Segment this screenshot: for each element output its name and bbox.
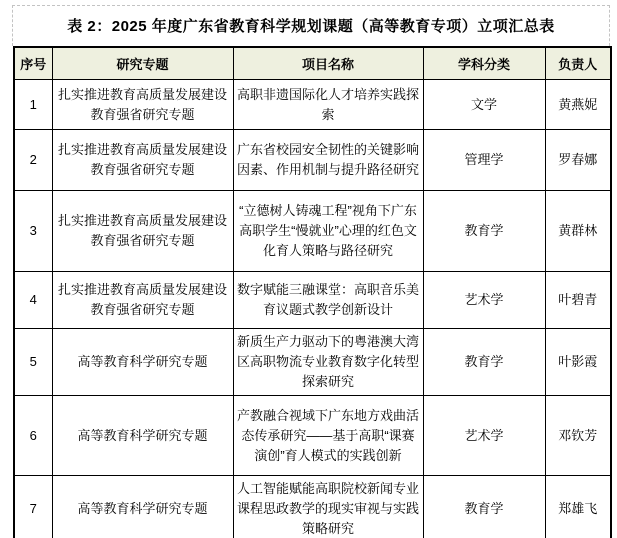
row-number-cell: 5 xyxy=(14,329,52,396)
project-name-cell: 数字赋能三融课堂：高职音乐美育议题式教学创新设计 xyxy=(233,272,423,329)
project-name-cell: 高职非遗国际化人才培养实践探索 xyxy=(233,80,423,130)
topic-cell: 扎实推进教育高质量发展建设教育强省研究专题 xyxy=(52,80,233,130)
project-name-cell: 新质生产力驱动下的粤港澳大湾区高职物流专业教育数字化转型探索研究 xyxy=(233,329,423,396)
topic-cell: 高等教育科学研究专题 xyxy=(52,329,233,396)
table-row xyxy=(14,80,611,130)
leader-cell: 黄燕妮 xyxy=(545,80,611,130)
row-number-cell: 1 xyxy=(14,80,52,130)
project-name-cell: 广东省校园安全韧性的关键影响因素、作用机制与提升路径研究 xyxy=(233,130,423,191)
table-row xyxy=(14,191,611,272)
title-frame xyxy=(12,5,610,46)
discipline-cell: 艺术学 xyxy=(423,272,545,329)
table-row xyxy=(14,130,611,191)
project-name-cell: 人工智能赋能高职院校新闻专业课程思政教学的现实审视与实践策略研究 xyxy=(233,476,423,538)
topic-cell: 高等教育科学研究专题 xyxy=(52,476,233,538)
leader-cell: 罗春娜 xyxy=(545,130,611,191)
row-number-cell: 3 xyxy=(14,191,52,272)
projects-table xyxy=(13,46,612,538)
leader-cell: 邓钦芳 xyxy=(545,396,611,476)
leader-cell: 叶影霞 xyxy=(545,329,611,396)
leader-cell: 郑雄飞 xyxy=(545,476,611,538)
leader-cell: 叶碧青 xyxy=(545,272,611,329)
table-row xyxy=(14,476,611,538)
discipline-cell: 教育学 xyxy=(423,329,545,396)
table-body xyxy=(14,80,611,538)
topic-cell: 扎实推进教育高质量发展建设教育强省研究专题 xyxy=(52,272,233,329)
discipline-cell: 管理学 xyxy=(423,130,545,191)
table-header-row xyxy=(14,47,611,80)
row-number-cell: 7 xyxy=(14,476,52,538)
topic-cell: 扎实推进教育高质量发展建设教育强省研究专题 xyxy=(52,130,233,191)
discipline-cell: 文学 xyxy=(423,80,545,130)
leader-cell: 黄群林 xyxy=(545,191,611,272)
table-row xyxy=(14,329,611,396)
row-number-cell: 4 xyxy=(14,272,52,329)
col-header-topic: 研究专题 xyxy=(52,47,233,80)
col-header-project: 项目名称 xyxy=(233,47,423,80)
topic-cell: 扎实推进教育高质量发展建设教育强省研究专题 xyxy=(52,191,233,272)
project-name-cell: “立德树人铸魂工程”视角下广东高职学生“慢就业”心理的红色文化育人策略与路径研究 xyxy=(233,191,423,272)
discipline-cell: 艺术学 xyxy=(423,396,545,476)
discipline-cell: 教育学 xyxy=(423,476,545,538)
row-number-cell: 6 xyxy=(14,396,52,476)
topic-cell: 高等教育科学研究专题 xyxy=(52,396,233,476)
table-row xyxy=(14,272,611,329)
row-number-cell: 2 xyxy=(14,130,52,191)
discipline-cell: 教育学 xyxy=(423,191,545,272)
table-title: 表 2：2025 年度广东省教育科学规划课题（高等教育专项）立项汇总表 xyxy=(67,18,555,35)
col-header-no: 序号 xyxy=(14,47,52,80)
col-header-discipline: 学科分类 xyxy=(423,47,545,80)
col-header-leader: 负责人 xyxy=(545,47,611,80)
table-row xyxy=(14,396,611,476)
project-name-cell: 产教融合视域下广东地方戏曲活态传承研究——基于高职“课赛演创”育人模式的实践创新 xyxy=(233,396,423,476)
